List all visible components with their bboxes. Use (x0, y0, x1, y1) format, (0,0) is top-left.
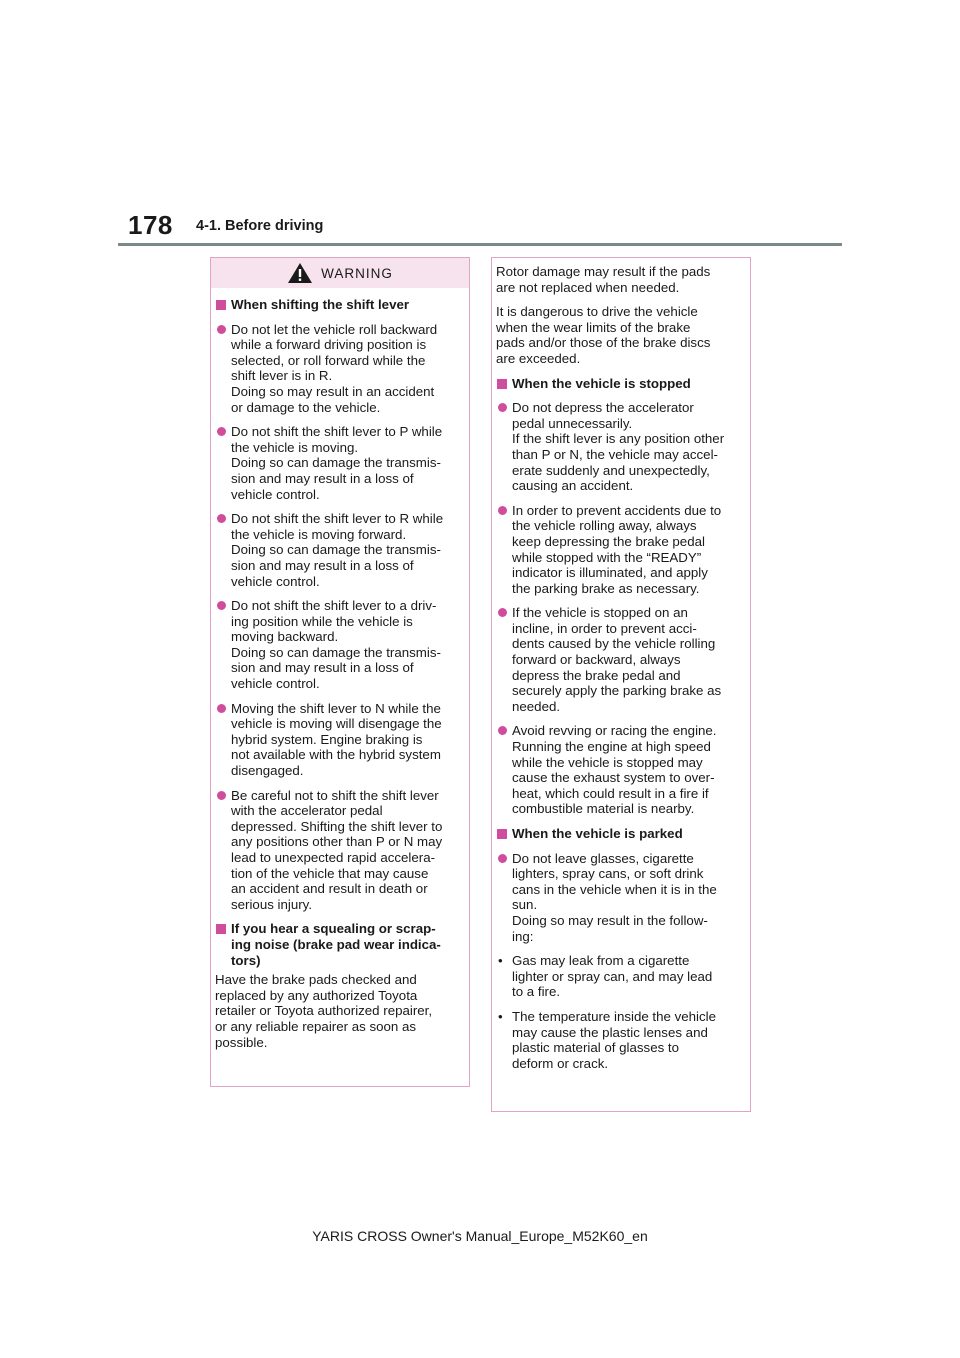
pink-dot-bullet-icon (498, 403, 507, 412)
list-item: Do not shift the shift lever to P while the vehicle is moving. Doing so can damage the transmis- sion and may result in a loss of vehicle control. (215, 424, 461, 502)
page-number: 178 (128, 210, 173, 240)
dash-bullet-icon: • (498, 953, 503, 969)
pink-square-icon (216, 300, 226, 310)
list-item: Do not depress the accelerator pedal unnecessarily. If the shift lever is any position other than P or N, the vehicle may accel- erate suddenly and unexpectedly, causing an accident. (496, 400, 742, 494)
pink-dot-bullet-icon (217, 427, 226, 436)
pink-dot-bullet-icon (217, 325, 226, 334)
pink-dot-bullet-icon (498, 854, 507, 863)
warning-header (211, 258, 469, 288)
pink-dot-bullet-icon (217, 704, 226, 713)
section-heading: When the vehicle is parked (496, 826, 742, 842)
list-item: Moving the shift lever to N while the vehicle is moving will disengage the hybrid system. Engine braking is not available with the hybrid system disengaged. (215, 701, 461, 779)
section-heading: When shifting the shift lever (215, 297, 461, 313)
list-item: In order to prevent accidents due to the vehicle rolling away, always keep depressing the brake pedal while stopped with the “READY” indicator is illuminated, and apply the parking brake as necessary. (496, 503, 742, 597)
dash-item: • The temperature inside the vehicle may cause the plastic lenses and plastic material of glasses to deform or crack. (498, 1008, 716, 1071)
pink-square-icon (497, 829, 507, 839)
section-heading: When the vehicle is stopped (496, 376, 742, 392)
pink-dot-bullet-icon (498, 506, 507, 515)
list-item: Do not leave glasses, cigarette lighters, spray cans, or soft drink cans in the vehicle when it is in the sun. Doing so may result in the follow- ing: (496, 851, 742, 945)
warning-box-continued (491, 257, 751, 1112)
warning-box (210, 257, 470, 1087)
pink-dot-bullet-icon (217, 601, 226, 610)
list-item: Do not shift the shift lever to a driv- ing position while the vehicle is moving backward. Doing so can damage the transmis- sion and may result in a loss of vehicle control. (215, 598, 461, 692)
paragraph: It is dangerous to drive the vehicle when the wear limits of the brake pads and/or those of the brake discs are exceeded. (496, 304, 711, 366)
dash-item: • Gas may leak from a cigarette lighter or spray can, and may lead to a fire. (498, 953, 713, 1000)
list-item: Be careful not to shift the shift lever with the accelerator pedal depressed. Shifting the shift lever to any positions other than P or N may lead to unexpected rapid accelera- tion of the vehicle that may cause an accident and result in death or serious injury. (215, 788, 461, 913)
section-title: 4-1. Before driving (196, 218, 324, 234)
footer-text: YARIS CROSS Owner's Manual_Europe_M52K60_en (312, 1228, 648, 1244)
pink-dot-bullet-icon (217, 514, 226, 523)
header-rule (118, 243, 842, 246)
warning-triangle-icon (287, 262, 313, 284)
dash-bullet-icon: • (498, 1008, 503, 1024)
list-item: Do not shift the shift lever to R while the vehicle is moving forward. Doing so can damage the transmis- sion and may result in a loss of vehicle control. (215, 511, 461, 589)
pink-dot-bullet-icon (217, 791, 226, 800)
warning-title: WARNING (321, 265, 393, 281)
paragraph: Rotor damage may result if the pads are not replaced when needed. (496, 264, 711, 295)
section-heading: If you hear a squealing or scrap- ing noise (brake pad wear indica- tors) (215, 921, 461, 968)
paragraph: Have the brake pads checked and replaced by any authorized Toyota retailer or Toyota authorized repairer, or any reliable repairer as soon as possible. (215, 972, 433, 1050)
pink-dot-bullet-icon (498, 608, 507, 617)
list-item: Avoid revving or racing the engine. Running the engine at high speed while the vehicle is stopped may cause the exhaust system to over- heat, which could result in a fire if combustible material is nearby. (496, 723, 742, 817)
pink-square-icon (216, 924, 226, 934)
list-item: If the vehicle is stopped on an incline, in order to prevent acci- dents caused by the vehicle rolling forward or backward, always depress the brake pedal and securely apply the parking brake as needed. (496, 605, 742, 714)
pink-dot-bullet-icon (498, 726, 507, 735)
list-item: Do not let the vehicle roll backward while a forward driving position is selected, or roll forward while the shift lever is in R. Doing so may result in an accident or damage to the vehicle. (215, 322, 461, 416)
pink-square-icon (497, 379, 507, 389)
